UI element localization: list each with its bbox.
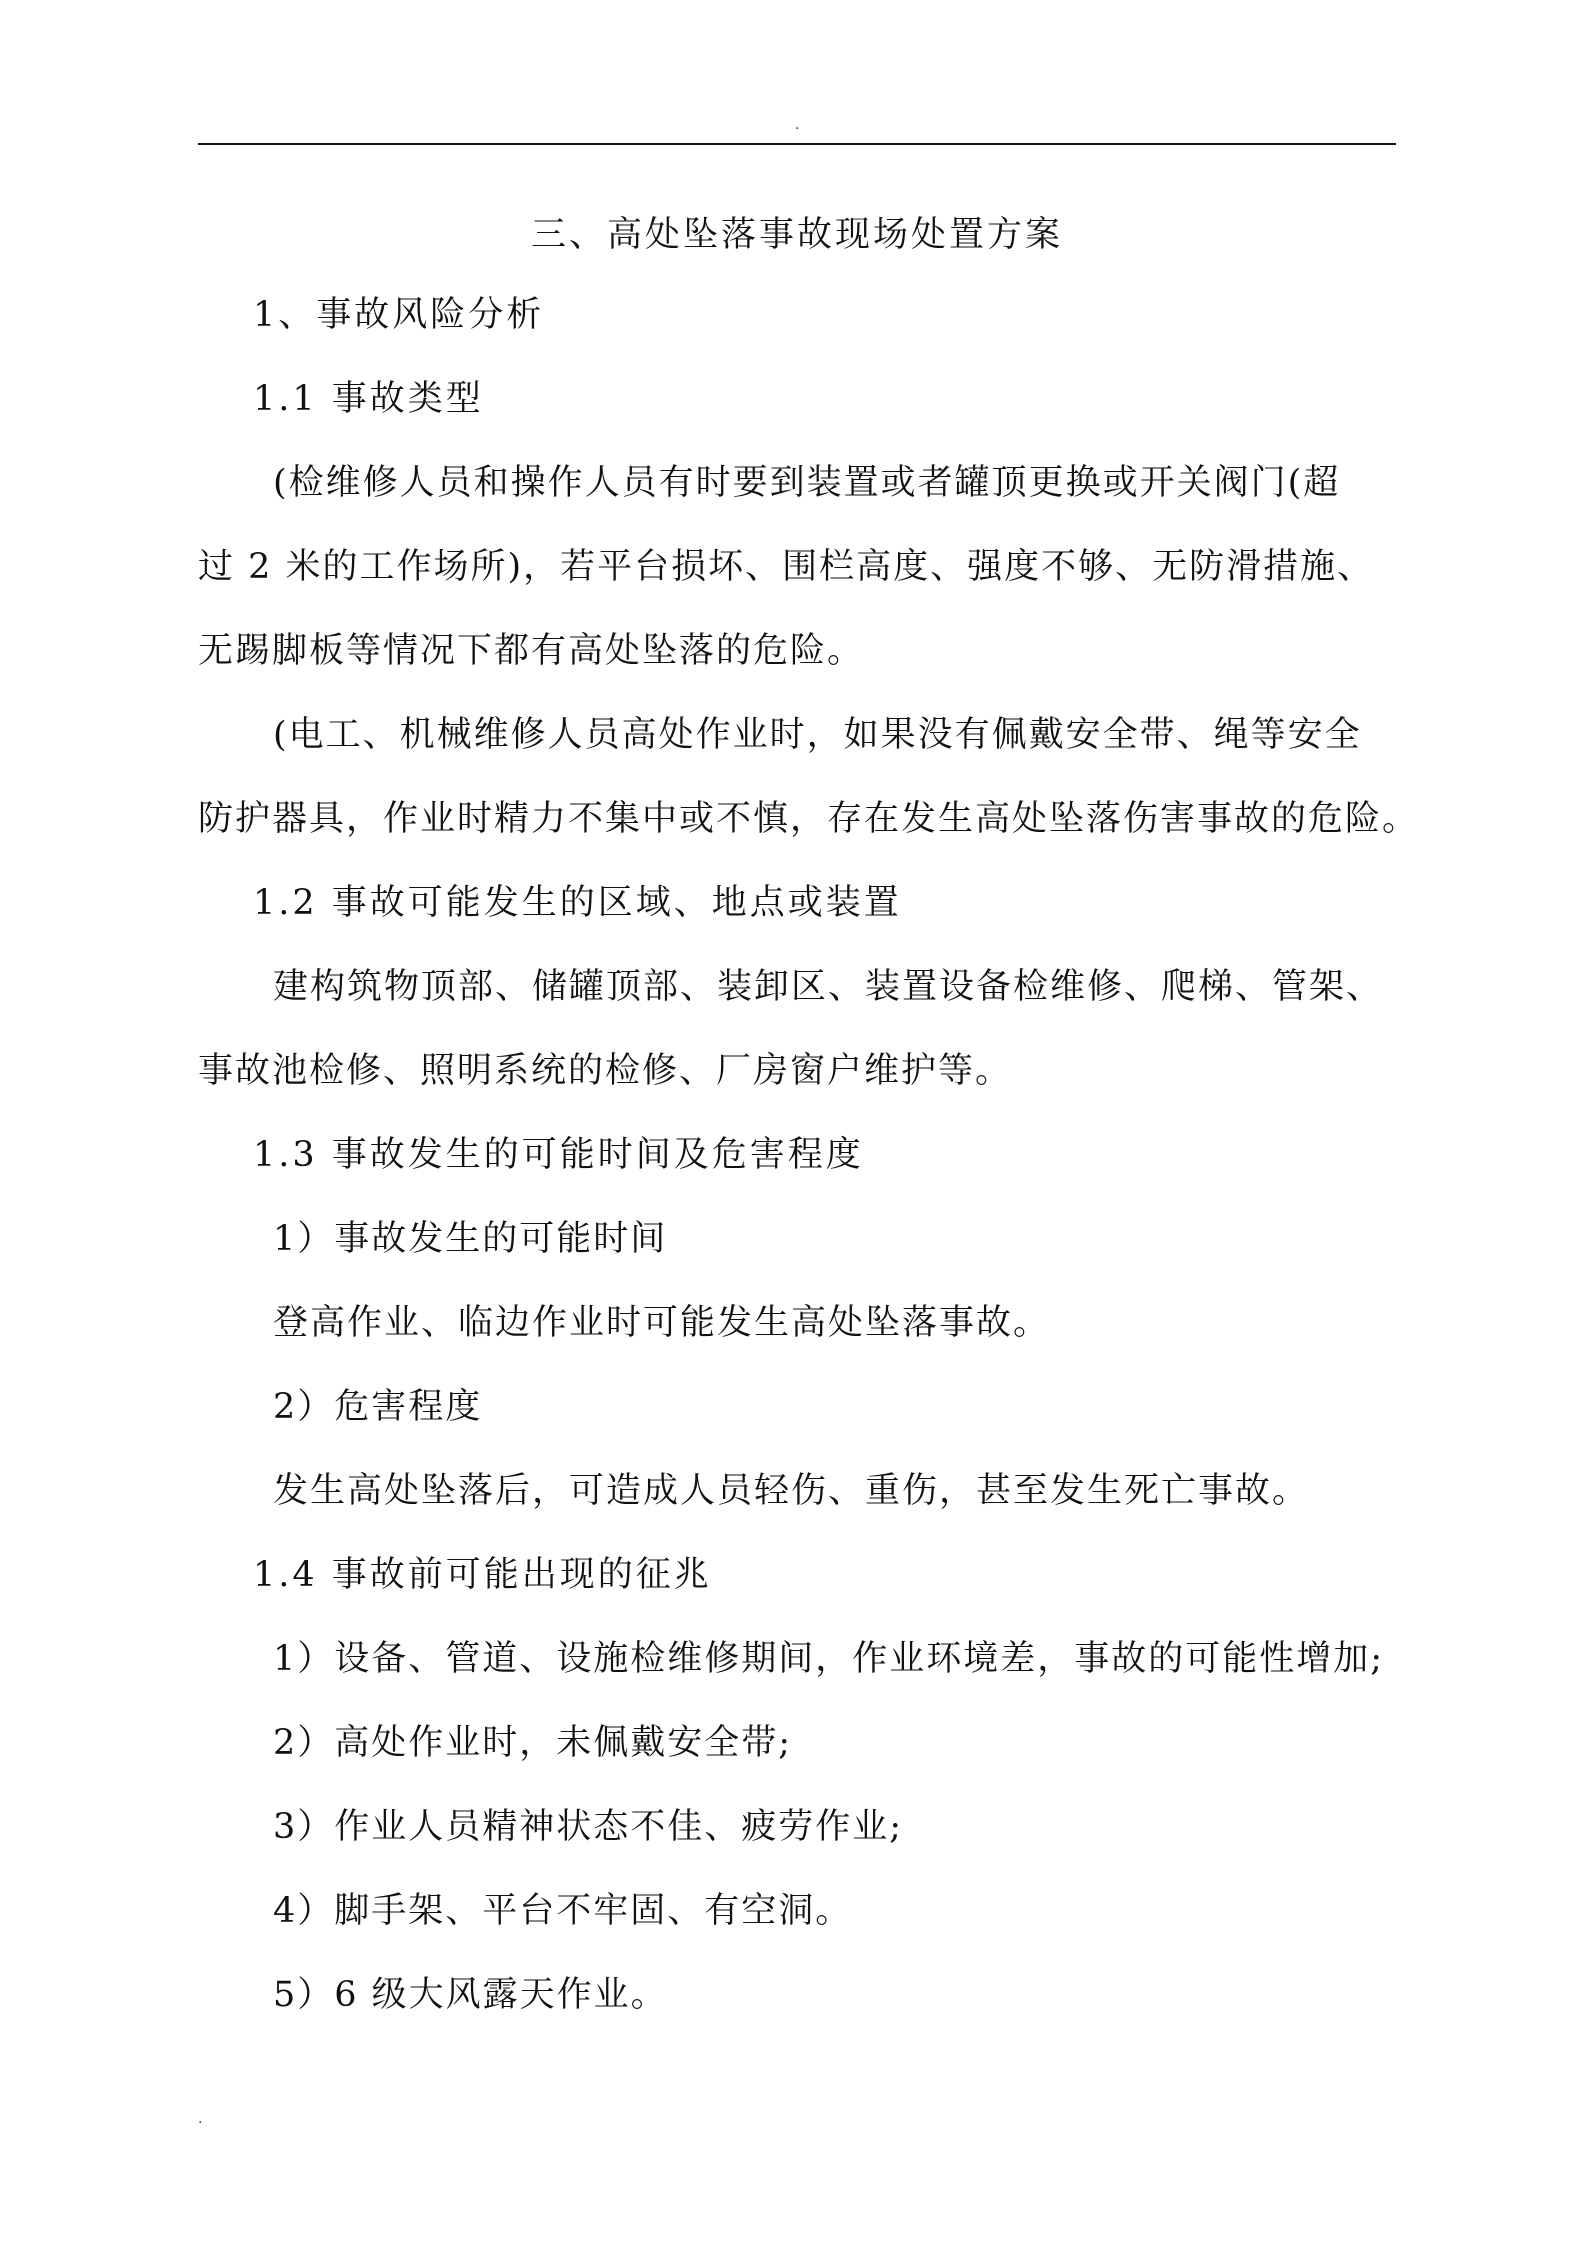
paragraph-line: 过 2 米的工作场所)，若平台损坏、围栏高度、强度不够、无防滑措施、 — [198, 547, 1375, 587]
page-title: 三、高处坠落事故现场处置方案 — [530, 215, 1063, 255]
section-heading-1: 1、事故风险分析 — [253, 295, 545, 335]
paragraph-line: 无踢脚板等情况下都有高处坠落的危险。 — [198, 631, 865, 671]
list-item: 2）高处作业时，未佩戴安全带; — [273, 1723, 793, 1763]
section-heading-1-4: 1.4 事故前可能出现的征兆 — [253, 1555, 712, 1595]
list-item: 2）危害程度 — [273, 1387, 483, 1427]
list-item: 1）事故发生的可能时间 — [273, 1219, 668, 1259]
list-item: 1）设备、管道、设施检维修期间，作业环境差，事故的可能性增加; — [273, 1639, 1385, 1679]
section-heading-1-2: 1.2 事故可能发生的区域、地点或装置 — [253, 883, 902, 923]
header-rule — [198, 143, 1396, 145]
footer-mark: . — [198, 2111, 203, 2127]
section-heading-1-3: 1.3 事故发生的可能时间及危害程度 — [253, 1135, 864, 1175]
header-mark: . — [795, 117, 800, 133]
paragraph-line: (检维修人员和操作人员有时要到装置或者罐顶更换或开关阀门(超 — [273, 463, 1341, 503]
paragraph-line: 发生高处坠落后，可造成人员轻伤、重伤，甚至发生死亡事故。 — [273, 1471, 1310, 1511]
paragraph-line: 登高作业、临边作业时可能发生高处坠落事故。 — [273, 1303, 1051, 1343]
list-item: 3）作业人员精神状态不佳、疲劳作业; — [273, 1807, 904, 1847]
section-heading-1-1: 1.1 事故类型 — [253, 379, 484, 419]
list-item: 4）脚手架、平台不牢固、有空洞。 — [273, 1891, 853, 1931]
paragraph-line: 防护器具，作业时精力不集中或不慎，存在发生高处坠落伤害事故的危险。 — [198, 799, 1420, 839]
paragraph-line: 建构筑物顶部、储罐顶部、装卸区、装置设备检维修、爬梯、管架、 — [273, 967, 1384, 1007]
paragraph-line: 事故池检修、照明系统的检修、厂房窗户维护等。 — [198, 1051, 1013, 1091]
list-item: 5）6 级大风露天作业。 — [273, 1975, 668, 2015]
paragraph-line: (电工、机械维修人员高处作业时，如果没有佩戴安全带、绳等安全 — [273, 715, 1362, 755]
